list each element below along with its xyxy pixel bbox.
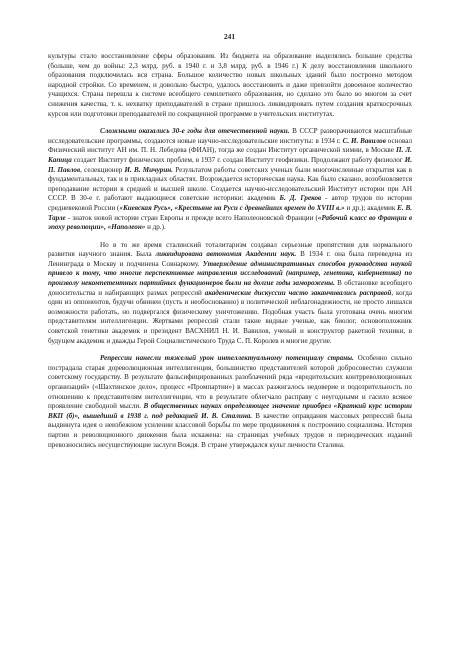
emphasis-text: В общественных науках определяющее значение приобрел «Краткий курс истории ВКП (б)», вышедший в 1938 г. под редакцией И. В. Сталина.	[48, 402, 413, 420]
emphasis-text: «Киевская Русь», «Крестьяне на Руси с древнейших времен до XVIII в.»	[119, 203, 345, 212]
emphasis-text: Е. В. Тарле	[48, 203, 412, 222]
body-text: Результатом работы советских ученых были многочисленные открытия как в фундаментальных, так и в прикладных областях. Возрождается историческая наука. Как было сказано, возобновляется преподавание истории в средней и высшей школе. Создается научно-исследовательский Институт истории при АН СССР. В 30-е г. работают выдающиеся советские историки: академик	[48, 165, 412, 203]
document-body	[48, 52, 412, 450]
emphasis-text: И. В. Мичурин.	[124, 165, 174, 174]
paragraph-1	[48, 52, 412, 119]
body-text: , селекционер	[80, 165, 125, 174]
emphasis-text: Б. Д. Греков	[279, 194, 322, 203]
body-text: В качестве оправдания массовых репрессий была выдвинута идея о неизбежном усилении классовой борьбы по мере продвижения к построению социализма. История партии и революционного движения была искажена: на страницах учебных трудов и периодических изданий превозносились несуществующие заслуги Вождя. В стране утверждался культ личности Сталина.	[48, 411, 412, 449]
emphasis-text: Репрессии нанесли тяжелый урон интеллектуальному потенциалу страны.	[100, 354, 354, 363]
body-text: создает Институт физических проблем, в 1937 г. создан Институт геофизики. Продолжают работу физиолог	[71, 155, 405, 164]
body-text: культуры стало восстановление сферы образования. Из бюджета на образование выделялись большие средства (больше, чем до войны: 2,3 млрд. руб. в 1940 г. и 3,8 млрд. руб. в 1946 г.) К делу восстановления школьного образования подключилась вся страна. Большое количество новых школьных зданий было построено методом народной стройки. Со временем, и довольно быстро, удалось восстановить и даже превзойти довоенное количество учащихся. Страна перешла к системе всеобщего семилетнего образования, но сделано это было во многом за счет снижения качества, т. к. нехватку преподавателей в стране пришлось ликвидировать путем создания краткосрочных курсов или подготовки преподавателей по сокращенной программе в учительских институтах.	[48, 52, 412, 118]
paragraph-2	[48, 127, 412, 233]
emphasis-text: С. И. Вавилов	[342, 136, 386, 145]
body-text: и др.).	[145, 223, 166, 232]
body-text: В СССР разворачиваются масштабные исследовательские программы, создаются новые научно-исследовательские институты: в 1934 г.	[48, 127, 412, 145]
body-text: и др.); академик	[344, 203, 398, 212]
body-text: Особенно сильно пострадала старая дореволюционная интеллигенция, большинство представителей которой добросовестно служили советскому государству. В результате фальсифицированных разоблачений ряда «вредительских контрреволюционных организаций» («Шахтинское дело», процесс «Промпартии») в массах разжигалось недоверие и подозрительность по отношению к представителям интеллигенции, что в результате облегчало расправу с неугодными и гасило всякое проявление свободной мысли.	[48, 354, 413, 411]
paragraph-4	[48, 354, 412, 450]
emphasis-text: П. Л. Капица	[48, 146, 412, 164]
emphasis-text: И. П. Павлов	[48, 155, 412, 174]
body-text: Но в то же время сталинский тоталитаризм создавал серьезные препятствия для нормального развития научного знания. Была	[48, 240, 412, 259]
body-text: - автор трудов по истории средневековой России (	[48, 194, 412, 212]
body-text: , когда один из оппонентов, будучи обвинен (пусть и необоснованно) в политической неблагонадежности, не просто лишался возможности работать, но подвергался физическому уничтожению. Подобная участь была уготована очень многим представителям интеллигенции. Жертвами репрессий стали такие видные ученые, как биолог, основоположник советской генетики академик и президент ВАСХНИЛ Н. И. Вавилов, ученый и конструктор ракетной техники, в будущем академик и дважды Герой Социалистического Труда С. П. Королев и многие другие.	[48, 288, 412, 345]
emphasis-text: академические дискуссии часто заканчивались расправой	[204, 288, 392, 297]
emphasis-text: «Рабочий класс во Франции в эпоху революции», «Наполеон»	[48, 213, 413, 232]
emphasis-text: ликвидирована автономия Академии наук.	[155, 250, 297, 259]
body-text: В обстановке всеобщего доносительства и набирающих размах репрессий	[48, 279, 412, 297]
page-number: 241	[223, 32, 236, 41]
emphasis-text: Сложными оказались 30-е годы для отечественной науки.	[100, 127, 290, 136]
paragraph-3	[48, 241, 412, 347]
emphasis-text: Утверждение административных способов руководства наукой привело к тому, что многие перспективные направления исследований (например, генетика, кибернетика) по произволу некомпетентных партийных функционеров были на долгие годы заморожены.	[48, 259, 412, 288]
body-text: В 1934 г. она была переведена из Ленинграда в Москву и подчинена Совнаркому.	[48, 250, 412, 268]
body-text: основал Физический институт АН им. П. Н. Лебедева (ФИАН), тогда же создан Институт органической химии, в Москве	[48, 136, 413, 155]
body-text: - знаток новой истории стран Европы и прежде всего Наполеоновской Франции (	[65, 213, 318, 222]
